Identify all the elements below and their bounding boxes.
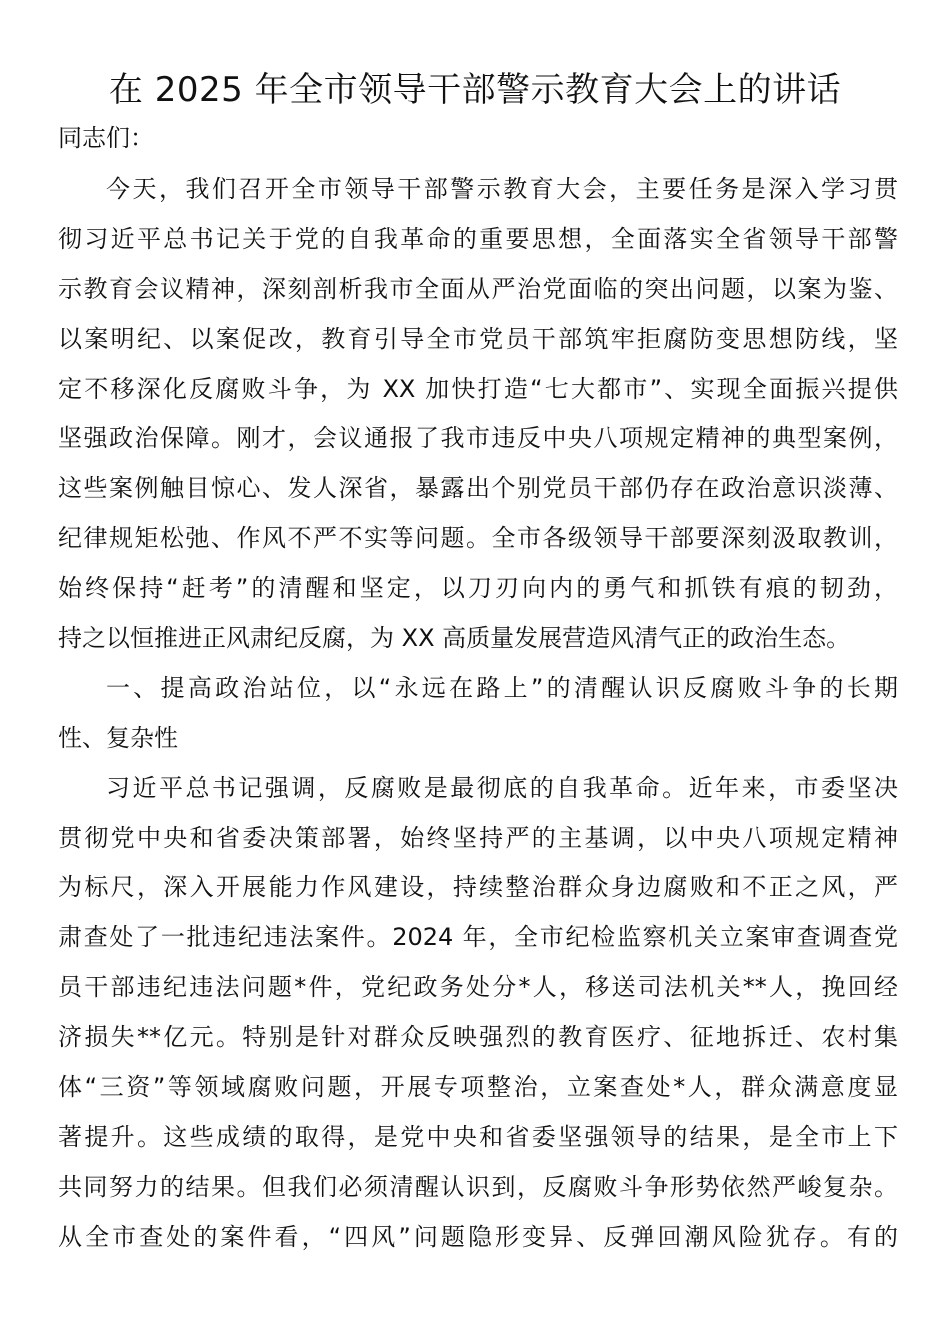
text-line: 济损失**亿元。特别是针对群众反映强烈的教育医疗、征地拆迁、农村集 — [58, 1023, 898, 1052]
document-body — [58, 165, 898, 1263]
paragraph-opening — [58, 165, 898, 664]
text-line: 肃查处了一批违纪违法案件。2024 年，全市纪检监察机关立案审查调查党 — [58, 923, 898, 952]
text-line: 今天，我们召开全市领导干部警示教育大会，主要任务是深入学习贯 — [106, 175, 898, 203]
text-line: 始终保持“赶考”的清醒和坚定，以刀刃向内的勇气和抓铁有痕的韧劲， — [58, 574, 898, 603]
text-line: 著提升。这些成绩的取得，是党中央和省委坚强领导的结果，是全市上下 — [58, 1122, 898, 1151]
heading-line: 性、复杂性 — [58, 723, 178, 752]
heading-line: 一、提高政治站位，以“永远在路上”的清醒认识反腐败斗争的长期 — [106, 673, 898, 702]
section-heading-1 — [58, 664, 898, 764]
salutation: 同志们： — [58, 124, 154, 152]
text-line: 习近平总书记强调，反腐败是最彻底的自我革命。近年来，市委坚决 — [106, 773, 898, 802]
text-line: 这些案例触目惊心、发人深省，暴露出个别党员干部仍存在政治意识淡薄、 — [58, 474, 898, 503]
text-line: 从全市查处的案件看，“四风”问题隐形变异、反弹回潮风险犹存。有的 — [58, 1222, 898, 1251]
text-line: 体“三资”等领域腐败问题，开展专项整治，立案查处*人，群众满意度显 — [58, 1073, 898, 1102]
text-line: 示教育会议精神，深刻剖析我市全面从严治党面临的突出问题，以案为鉴、 — [58, 274, 898, 303]
text-line: 以案明纪、以案促改，教育引导全市党员干部筑牢拒腐防变思想防线，坚 — [58, 324, 898, 353]
text-line: 坚强政治保障。刚才，会议通报了我市违反中央八项规定精神的典型案例， — [58, 424, 898, 453]
text-line: 为标尺，深入开展能力作风建设，持续整治群众身边腐败和不正之风，严 — [58, 873, 898, 902]
document-title: 在 2025 年全市领导干部警示教育大会上的讲话 — [108, 70, 842, 110]
text-line: 员干部违纪违法问题*件，党纪政务处分*人，移送司法机关**人，挽回经 — [58, 973, 898, 1002]
text-line: 纪律规矩松弛、作风不严不实等问题。全市各级领导干部要深刻汲取教训， — [58, 524, 898, 553]
text-line: 共同努力的结果。但我们必须清醒认识到，反腐败斗争形势依然严峻复杂。 — [58, 1172, 898, 1201]
text-line: 彻习近平总书记关于党的自我革命的重要思想，全面落实全省领导干部警 — [58, 224, 898, 253]
text-line: 贯彻党中央和省委决策部署，始终坚持严的主基调，以中央八项规定精神 — [58, 823, 898, 852]
paragraph-section-1 — [58, 764, 898, 1263]
text-line: 定不移深化反腐败斗争，为 XX 加快打造“七大都市”、实现全面振兴提供 — [58, 374, 898, 403]
text-line: 持之以恒推进正风肃纪反腐，为 XX 高质量发展营造风清气正的政治生态。 — [58, 624, 851, 653]
